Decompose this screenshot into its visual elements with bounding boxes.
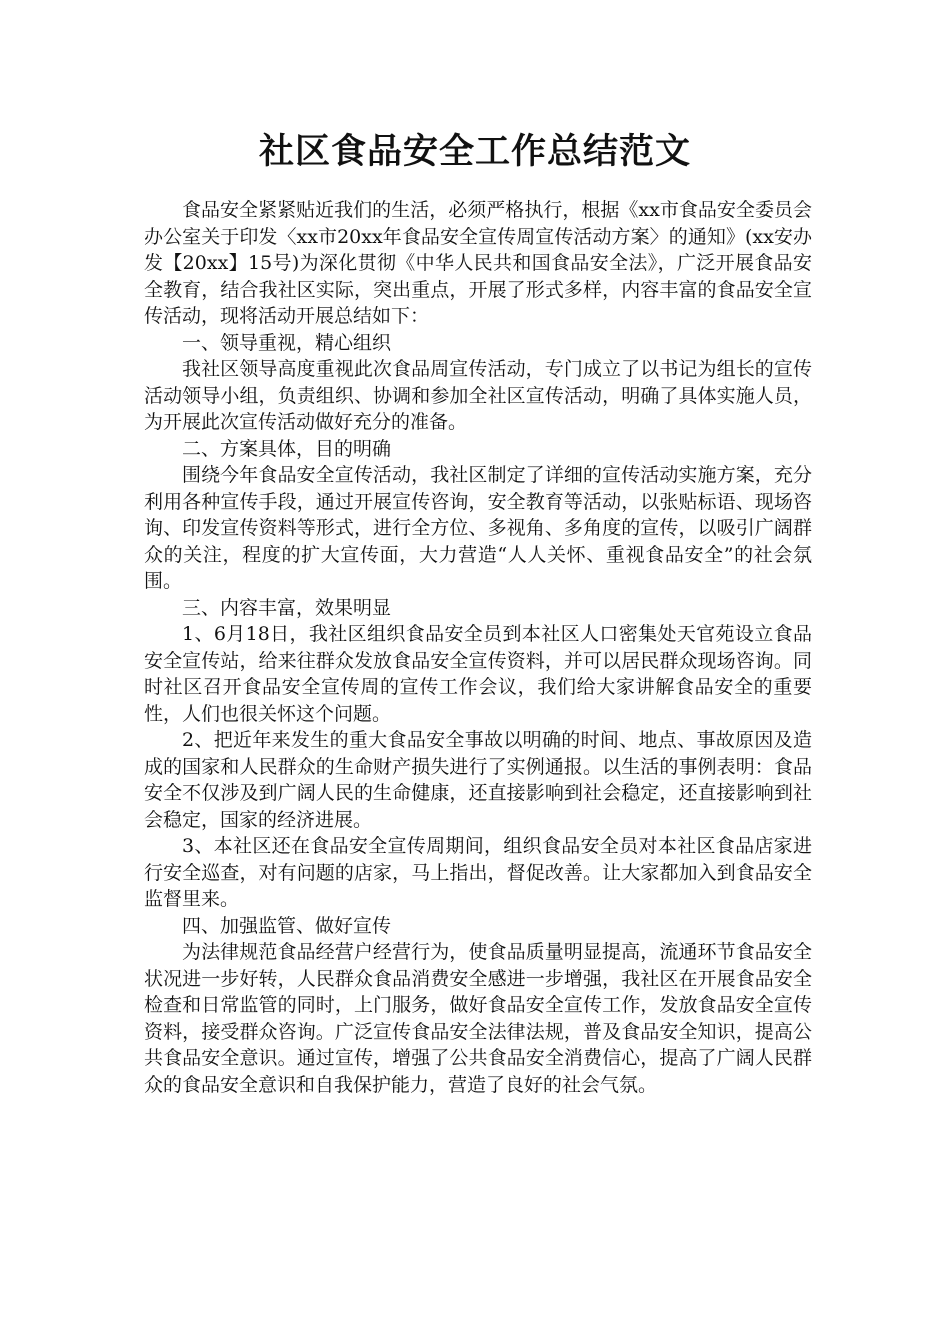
section-heading-4: 四、加强监管、做好宣传 <box>182 914 392 937</box>
body-paragraph: 2、把近年来发生的重大食品安全事故以明确的时间、地点、事故原因及造成的国家和人民群众的生命财产损失进行了实例通报。以生活的事例表明：食品安全不仅涉及到广阔人民的生命健康，还直接影响到社会稳定，还直接影响到社会稳定，国家的经济进展。 <box>144 729 812 831</box>
section-heading-2: 二、方案具体，目的明确 <box>182 437 392 460</box>
document-body <box>144 197 812 1098</box>
document-title: 社区食品安全工作总结范文 <box>258 132 691 172</box>
body-paragraph: 1、6月18日，我社区组织食品安全员到本社区人口密集处天官苑设立食品安全宣传站，给来往群众发放食品安全宣传资料，并可以居民群众现场咨询。同时社区召开食品安全宣传周的宣传工作会议，我们给大家讲解食品安全的重要性，人们也很关怀这个问题。 <box>144 623 812 725</box>
body-paragraph: 我社区领导高度重视此次食品周宣传活动，专门成立了以书记为组长的宣传活动领导小组，负责组织、协调和参加全社区宣传活动，明确了具体实施人员，为开展此次宣传活动做好充分的准备。 <box>144 358 812 433</box>
section-heading-1: 一、领导重视，精心组织 <box>182 331 392 354</box>
body-paragraph: 3、本社区还在食品安全宣传周期间，组织食品安全员对本社区食品店家进行安全巡查，对有问题的店家，马上指出，督促改善。让大家都加入到食品安全监督里来。 <box>144 835 812 910</box>
intro-paragraph: 食品安全紧紧贴近我们的生活，必须严格执行，根据《xx市食品安全委员会办公室关于印发〈xx市20xx年食品安全宣传周宣传活动方案〉的通知》(xx安办发【20xx】15号)为深化贯彻《中华人民共和国食品安全法》，广泛开展食品安全教育，结合我社区实际，突出重点，开展了形式多样，内容丰富的食品安全宣传活动，现将活动开展总结如下： <box>144 199 812 327</box>
body-paragraph: 为法律规范食品经营户经营行为，使食品质量明显提高，流通环节食品安全状况进一步好转，人民群众食品消费安全感进一步增强，我社区在开展食品安全检查和日常监管的同时，上门服务，做好食品安全宣传工作，发放食品安全宣传资料，接受群众咨询。广泛宣传食品安全法律法规，普及食品安全知识，提高公共食品安全意识。通过宣传，增强了公共食品安全消费信心，提高了广阔人民群众的食品安全意识和自我保护能力，营造了良好的社会气氛。 <box>144 941 812 1096</box>
section-heading-3: 三、内容丰富，效果明显 <box>182 596 392 619</box>
body-paragraph: 围绕今年食品安全宣传活动，我社区制定了详细的宣传活动实施方案，充分利用各种宣传手段，通过开展宣传咨询，安全教育等活动，以张贴标语、现场咨询、印发宣传资料等形式，进行全方位、多视角、多角度的宣传，以吸引广阔群众的关注，程度的扩大宣传面，大力营造“人人关怀、重视食品安全”的社会氛围。 <box>144 464 812 592</box>
